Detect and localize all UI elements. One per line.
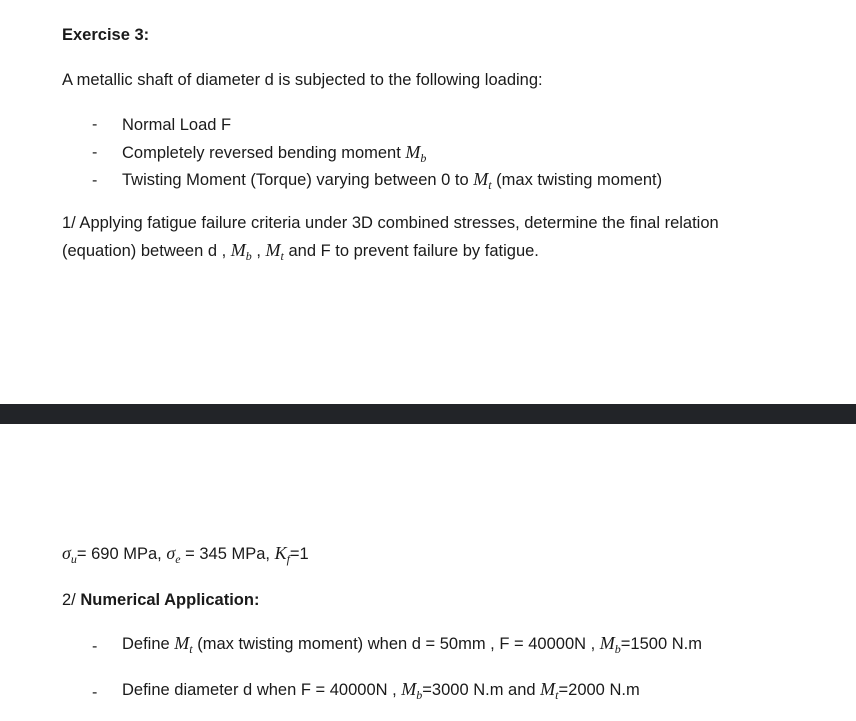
symbol-M: M <box>599 633 615 653</box>
q2-item2 <box>122 679 640 703</box>
symbol-sub-b: b <box>245 249 252 263</box>
bullet-dash: - <box>92 144 98 161</box>
symbol-sub-f: f <box>286 552 290 566</box>
load-normal: Normal Load F <box>122 116 232 134</box>
q1-line2-suffix: and F to prevent failure by fatigue. <box>283 242 539 260</box>
q1-line2-sep: , <box>251 242 266 260</box>
q1-line1: 1/ Applying fatigue failure criteria under 3D combined stresses, determine the final relation <box>62 214 719 232</box>
symbol-M: M <box>265 240 281 260</box>
symbol-sub-u: u <box>70 552 77 566</box>
symbol-M: M <box>473 169 489 189</box>
q2-heading <box>62 591 259 610</box>
load-twisting <box>122 169 662 193</box>
q2-item2-mid: =3000 N.m and <box>422 681 541 699</box>
sigma-e-value: = 345 MPa, <box>180 545 275 563</box>
load-bending <box>122 142 426 166</box>
q1-line2-prefix: (equation) between d , <box>62 242 231 260</box>
q2-heading-label: Numerical Application: <box>80 591 260 609</box>
symbol-M: M <box>230 240 246 260</box>
symbol-M: M <box>174 633 190 653</box>
kf-value: =1 <box>289 545 309 563</box>
load-twisting-label: Twisting Moment (Torque) varying between 0 to <box>122 171 474 189</box>
symbol-M: M <box>540 679 556 699</box>
symbol-sub-t: t <box>280 249 284 263</box>
q2-item1-suffix: =1500 N.m <box>620 635 702 653</box>
q2-item2-suffix: =2000 N.m <box>558 681 640 699</box>
q2-number: 2/ <box>62 591 81 609</box>
symbol-M: M <box>401 679 417 699</box>
symbol-M: M <box>405 142 421 162</box>
intro-text: A metallic shaft of diameter d is subjected to the following loading: <box>62 71 543 89</box>
exercise-title: Exercise 3: <box>62 26 150 44</box>
material-properties <box>62 543 309 567</box>
bullet-dash: - <box>92 684 98 701</box>
symbol-sub-t: t <box>488 178 492 192</box>
symbol-sigma: σ <box>166 543 176 563</box>
symbol-sub-b: b <box>420 151 427 165</box>
q2-item1-prefix: Define <box>122 635 175 653</box>
q2-item1 <box>122 633 702 657</box>
load-bending-label: Completely reversed bending moment <box>122 144 406 162</box>
load-twisting-note: (max twisting moment) <box>491 171 663 189</box>
sigma-u-value: = 690 MPa, <box>76 545 167 563</box>
symbol-K: K <box>274 543 287 563</box>
symbol-sub-b: b <box>614 642 621 656</box>
bullet-dash: - <box>92 172 98 189</box>
symbol-sigma: σ <box>62 543 71 563</box>
q2-item2-prefix: Define diameter d when F = 40000N , <box>122 681 402 699</box>
q2-item1-mid: (max twisting moment) when d = 50mm , F = 40000N , <box>192 635 600 653</box>
symbol-sub-t: t <box>555 688 559 702</box>
bullet-dash: - <box>92 116 98 133</box>
symbol-sub-b: b <box>416 688 423 702</box>
symbol-sub-e: e <box>175 552 181 566</box>
divider-band <box>0 404 856 424</box>
symbol-sub-t: t <box>189 642 193 656</box>
bullet-dash: - <box>92 638 98 655</box>
q1-line2 <box>62 240 539 264</box>
